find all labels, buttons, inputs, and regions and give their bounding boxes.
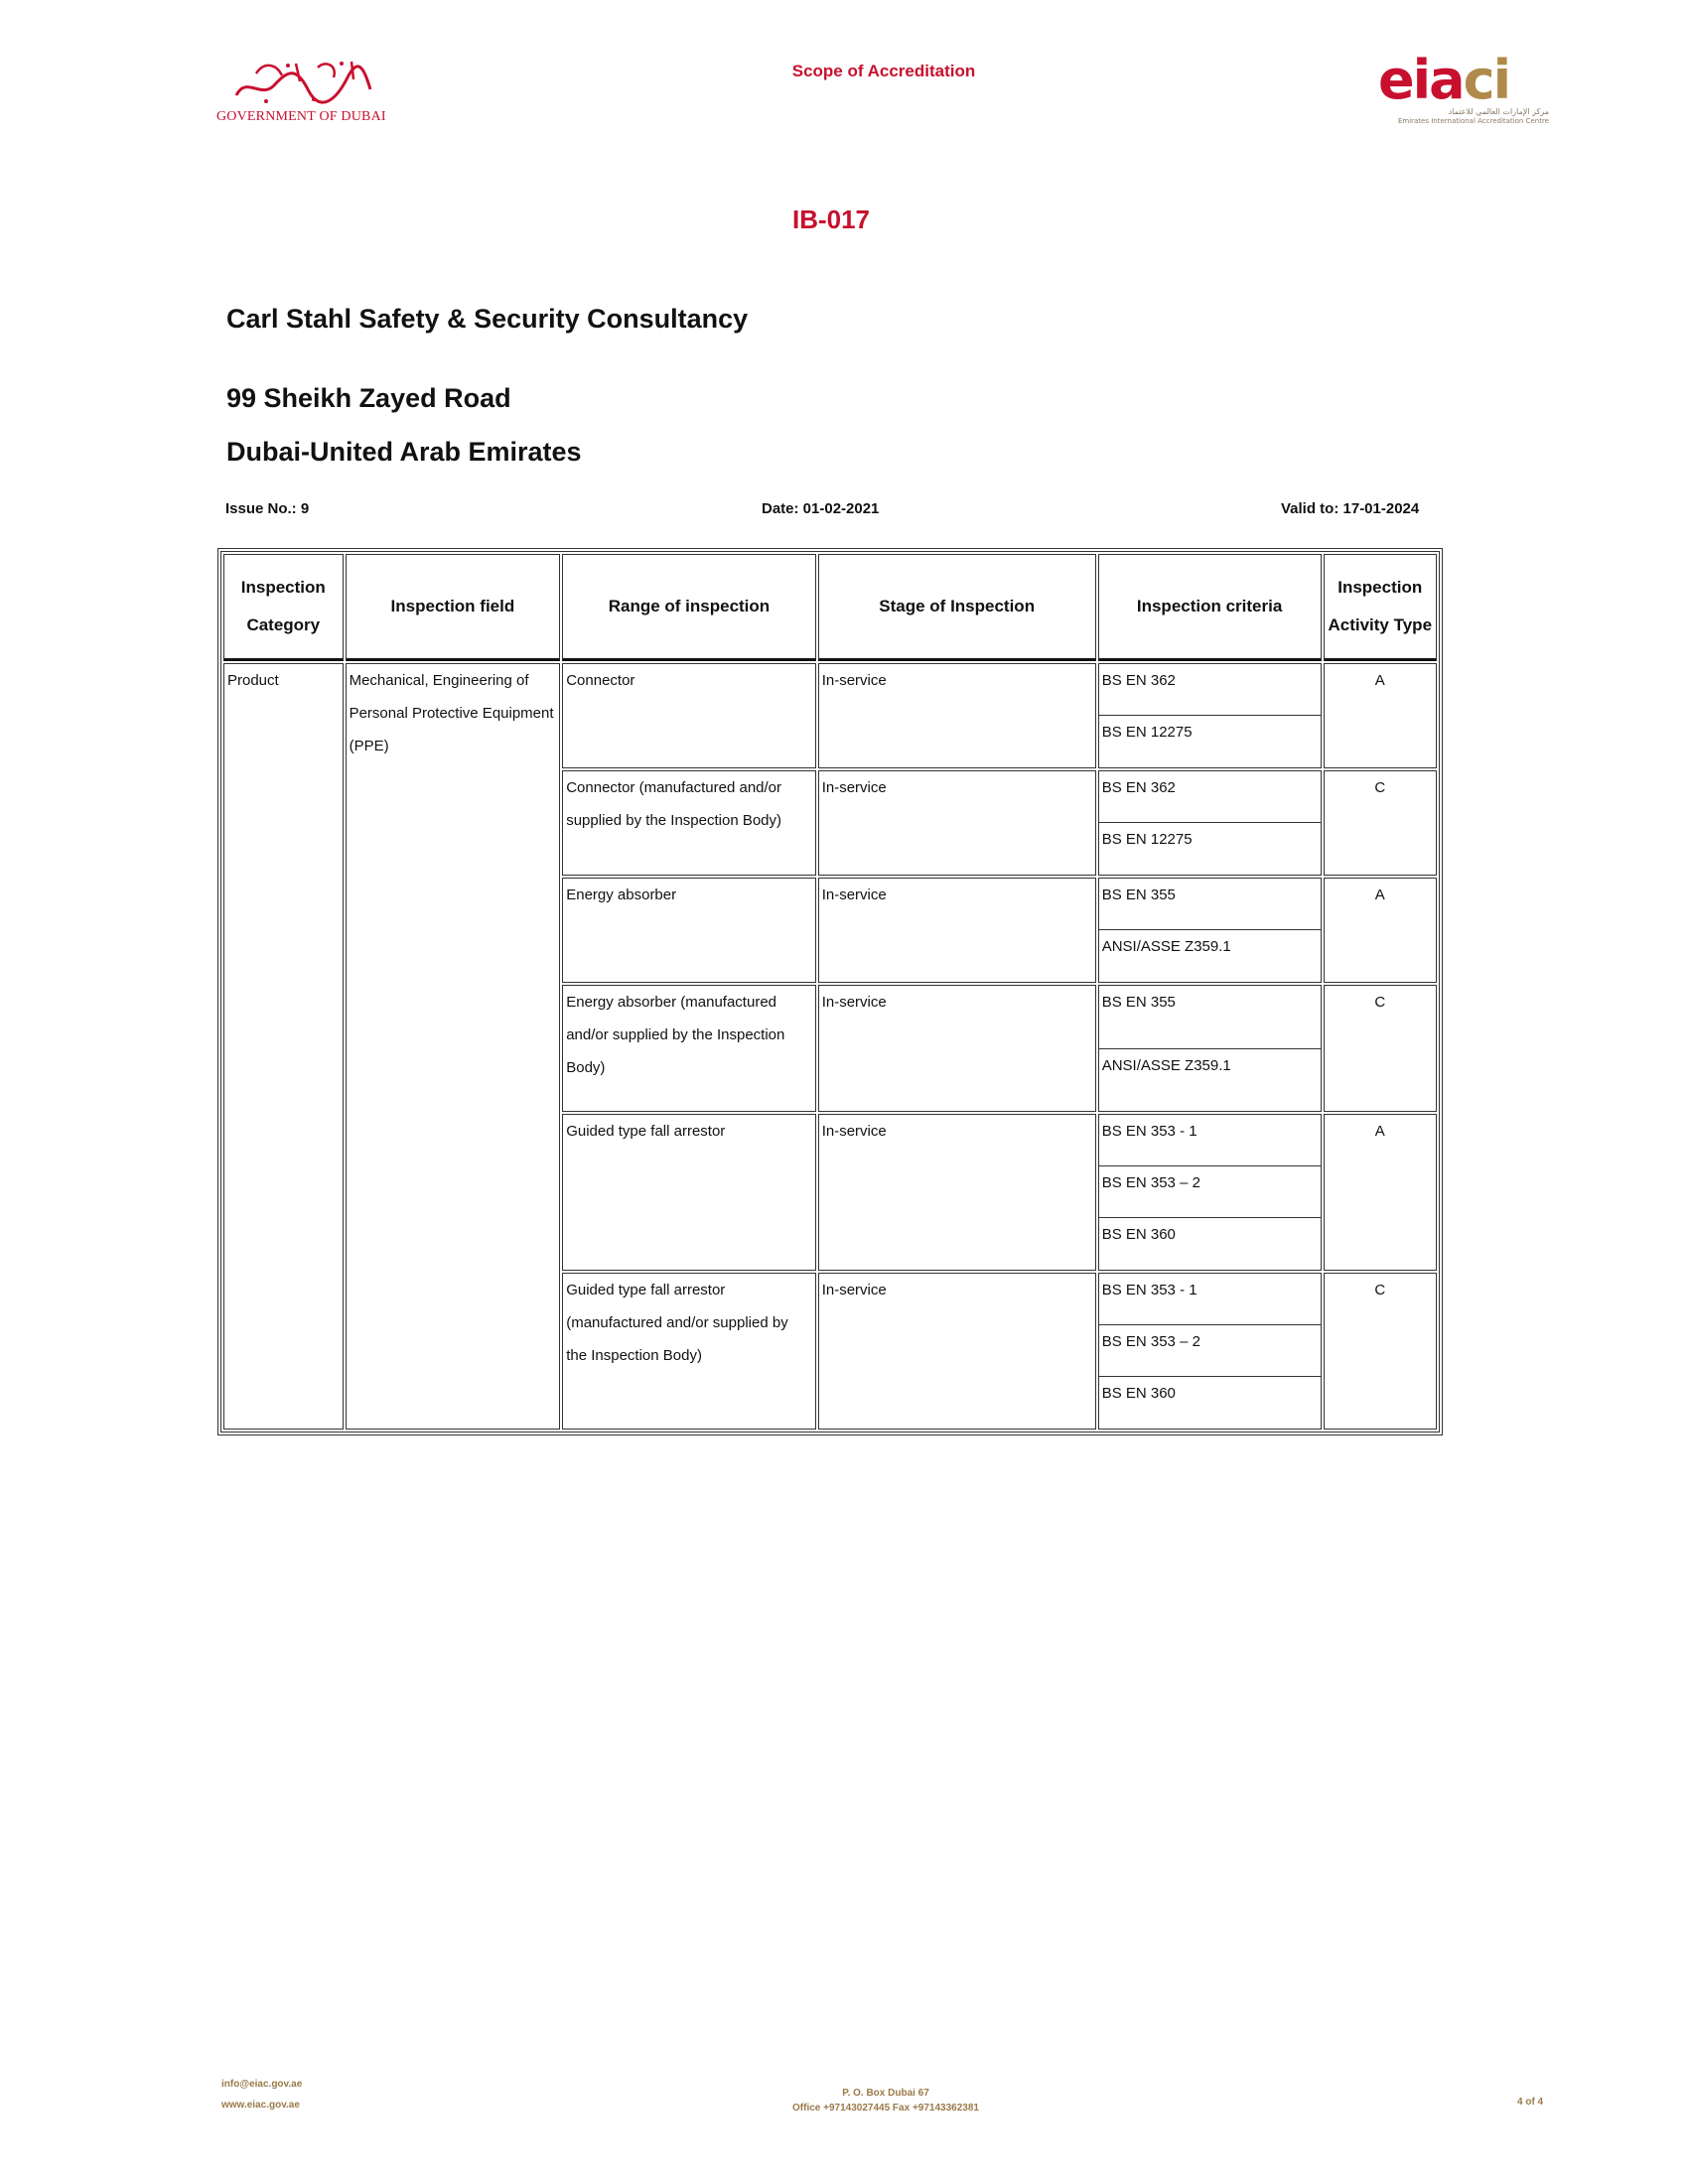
stage-cell: In-service	[818, 985, 1096, 1112]
activity-cell: A	[1324, 878, 1438, 983]
category-cell: Product	[223, 663, 344, 1430]
gov-arabic-text: حكومة دبي	[226, 56, 231, 57]
table-header-row	[223, 554, 1437, 661]
criteria-item: BS EN 353 – 2	[1099, 1325, 1321, 1377]
criteria-item: BS EN 12275	[1101, 724, 1193, 741]
range-cell: Energy absorber (manufactured and/or supplied by the Inspection Body)	[562, 985, 815, 1112]
criteria-item: BS EN 360	[1101, 1385, 1176, 1402]
footer-contact: Office +97143027445 Fax +97143362381	[792, 2103, 979, 2114]
document-code: IB-017	[791, 205, 871, 234]
stage-cell: In-service	[818, 663, 1096, 768]
range-cell: Connector	[562, 663, 815, 768]
issue-date: Date: 01-02-2021	[762, 500, 880, 517]
header-range: Range of inspection	[562, 554, 815, 661]
header-field: Inspection field	[346, 554, 561, 661]
gov-logo-text: GOVERNMENT OF DUBAI	[216, 109, 386, 124]
stage-cell: In-service	[818, 878, 1096, 983]
range-cell: Guided type fall arrestor	[562, 1114, 815, 1271]
header-title: Scope of Accreditation	[791, 62, 976, 80]
address-line-1: 99 Sheikh Zayed Road	[226, 383, 511, 413]
criteria-item: BS EN 355	[1099, 986, 1321, 1049]
address-line-2: Dubai-United Arab Emirates	[226, 437, 582, 467]
footer-po-box: P. O. Box Dubai 67	[842, 2088, 929, 2099]
range-cell: Guided type fall arrestor (manufactured and/or supplied by the Inspection Body)	[562, 1273, 815, 1430]
valid-to: Valid to: 17-01-2024	[1281, 500, 1420, 517]
criteria-item: BS EN 355	[1099, 879, 1321, 930]
activity-cell: A	[1324, 1114, 1438, 1271]
activity-cell: A	[1324, 663, 1438, 768]
criteria-item: BS EN 12275	[1101, 831, 1193, 848]
issue-number: Issue No.: 9	[225, 500, 310, 517]
eiac-english-text: Emirates International Accreditation Centre	[1397, 117, 1549, 125]
criteria-item: BS EN 362	[1099, 771, 1321, 823]
header-activity: Inspection Activity Type	[1324, 554, 1438, 661]
eiac-arabic-text: مركز الإمارات العالمي للاعتماد	[1448, 107, 1549, 116]
criteria-item: BS EN 353 - 1	[1099, 1274, 1321, 1325]
activity-cell: C	[1324, 770, 1438, 876]
criteria-cell	[1098, 770, 1322, 876]
criteria-item: ANSI/ASSE Z359.1	[1101, 1057, 1231, 1074]
criteria-cell	[1098, 985, 1322, 1112]
criteria-item: BS EN 353 - 1	[1099, 1115, 1321, 1166]
stage-cell: In-service	[818, 1273, 1096, 1430]
criteria-item: ANSI/ASSE Z359.1	[1101, 938, 1231, 955]
table-row	[223, 663, 1437, 768]
page-number: 4 of 4	[1517, 2097, 1544, 2108]
criteria-cell	[1098, 663, 1322, 768]
criteria-item: BS EN 353 – 2	[1099, 1166, 1321, 1218]
stage-cell: In-service	[818, 770, 1096, 876]
activity-cell: C	[1324, 1273, 1438, 1430]
range-cell: Energy absorber	[562, 878, 815, 983]
criteria-cell	[1098, 1273, 1322, 1430]
header-category: Inspection Category	[223, 554, 344, 661]
criteria-cell	[1098, 878, 1322, 983]
footer-website[interactable]: www.eiac.gov.ae	[221, 2100, 300, 2111]
eiac-wordmark: eiaci	[1378, 49, 1510, 111]
stage-cell: In-service	[818, 1114, 1096, 1271]
activity-cell: C	[1324, 985, 1438, 1112]
criteria-item: BS EN 362	[1099, 664, 1321, 716]
range-cell: Connector (manufactured and/or supplied by the Inspection Body)	[562, 770, 815, 876]
organization-name: Carl Stahl Safety & Security Consultancy	[226, 304, 749, 334]
eiac-logo	[1378, 49, 1549, 129]
scope-table	[220, 551, 1440, 1433]
criteria-item: BS EN 360	[1101, 1226, 1176, 1243]
header-stage: Stage of Inspection	[818, 554, 1096, 661]
field-cell: Mechanical, Engineering of Personal Protective Equipment (PPE)	[346, 663, 561, 1430]
header-criteria: Inspection criteria	[1098, 554, 1322, 661]
footer-email[interactable]: info@eiac.gov.ae	[221, 2079, 303, 2090]
criteria-cell	[1098, 1114, 1322, 1271]
